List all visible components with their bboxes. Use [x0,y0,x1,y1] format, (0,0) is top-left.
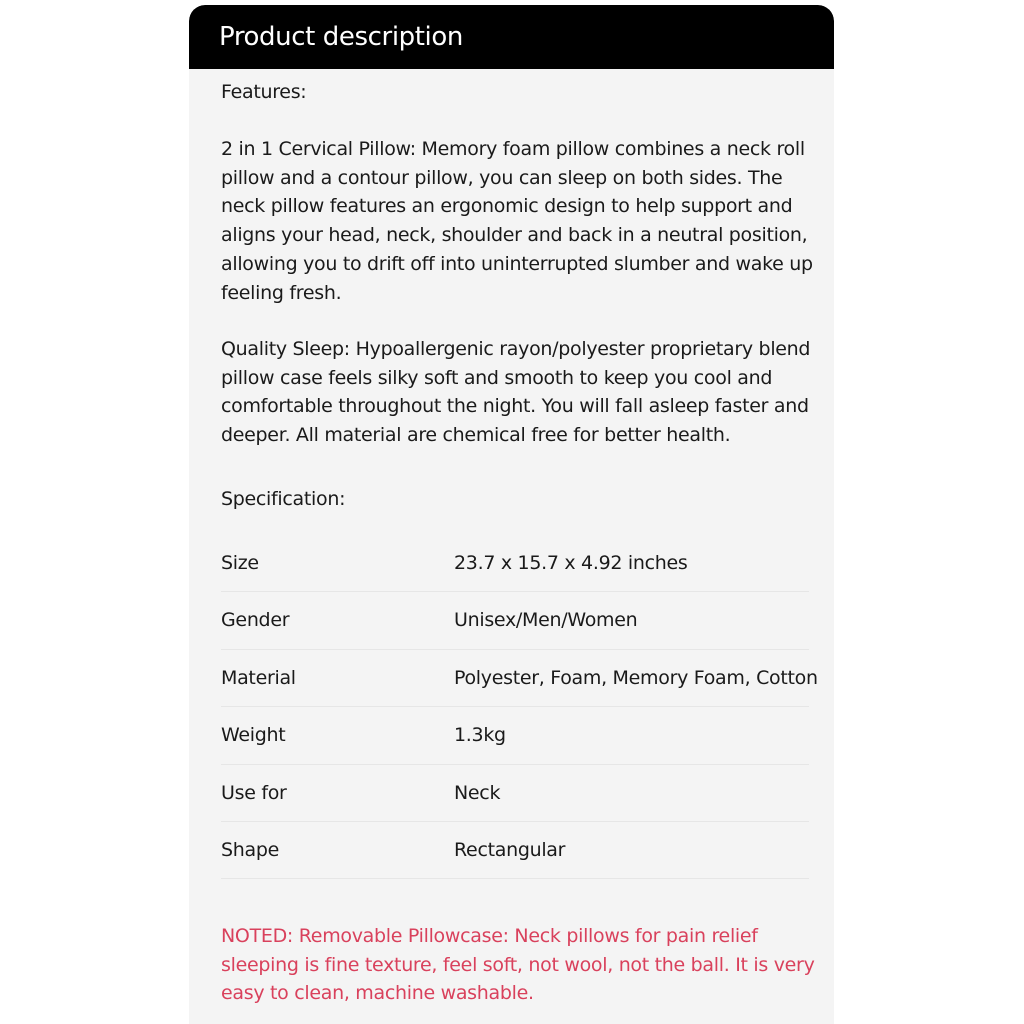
specification-label: Specification: [221,488,346,510]
spec-key: Gender [221,609,290,632]
spec-value: 1.3kg [454,724,506,747]
specification-table [221,535,818,879]
spec-key: Weight [221,724,286,747]
spec-value: 23.7 x 15.7 x 4.92 inches [454,552,688,574]
spec-value: Rectangular [454,838,566,861]
features-paragraph-quality-sleep: Quality Sleep: Hypoallergenic rayon/polyester proprietary blend pillow case feels silky soft and smooth to keep you cool and comfortable throughout the night. You will fall asleep faster and deeper. All material are chemical free for better health. [221,338,811,447]
noted-pillowcase-note: NOTED: Removable Pillowcase: Neck pillows for pain relief sleeping is fine texture, feel soft, not wool, not the ball. It is very easy to clean, machine washable. [221,925,815,1005]
product-description-header [189,5,834,69]
spec-key: Size [221,552,259,574]
product-description-card [189,5,834,1024]
spec-row-use-for [221,765,809,822]
spec-row-material [221,650,818,707]
spec-row-shape [221,822,809,879]
spec-key: Use for [221,781,287,804]
spec-key: Material [221,666,296,689]
spec-key: Shape [221,838,279,861]
features-label: Features: [221,81,307,103]
spec-row-gender [221,592,809,649]
features-paragraph-cervical-pillow: 2 in 1 Cervical Pillow: Memory foam pillow combines a neck roll pillow and a contour pillow, you can sleep on both sides. The neck pillow features an ergonomic design to help support and aligns your head, neck, shoulder and back in a neutral position, allowing you to drift off into uninterrupted slumber and wake up feeling fresh. [221,138,813,304]
spec-row-weight [221,707,809,764]
page-title: Product description [219,22,463,52]
spec-row-size [221,535,809,592]
spec-value: Unisex/Men/Women [454,609,638,632]
spec-value: Polyester, Foam, Memory Foam, Cotton [454,666,818,689]
spec-value: Neck [454,781,501,804]
